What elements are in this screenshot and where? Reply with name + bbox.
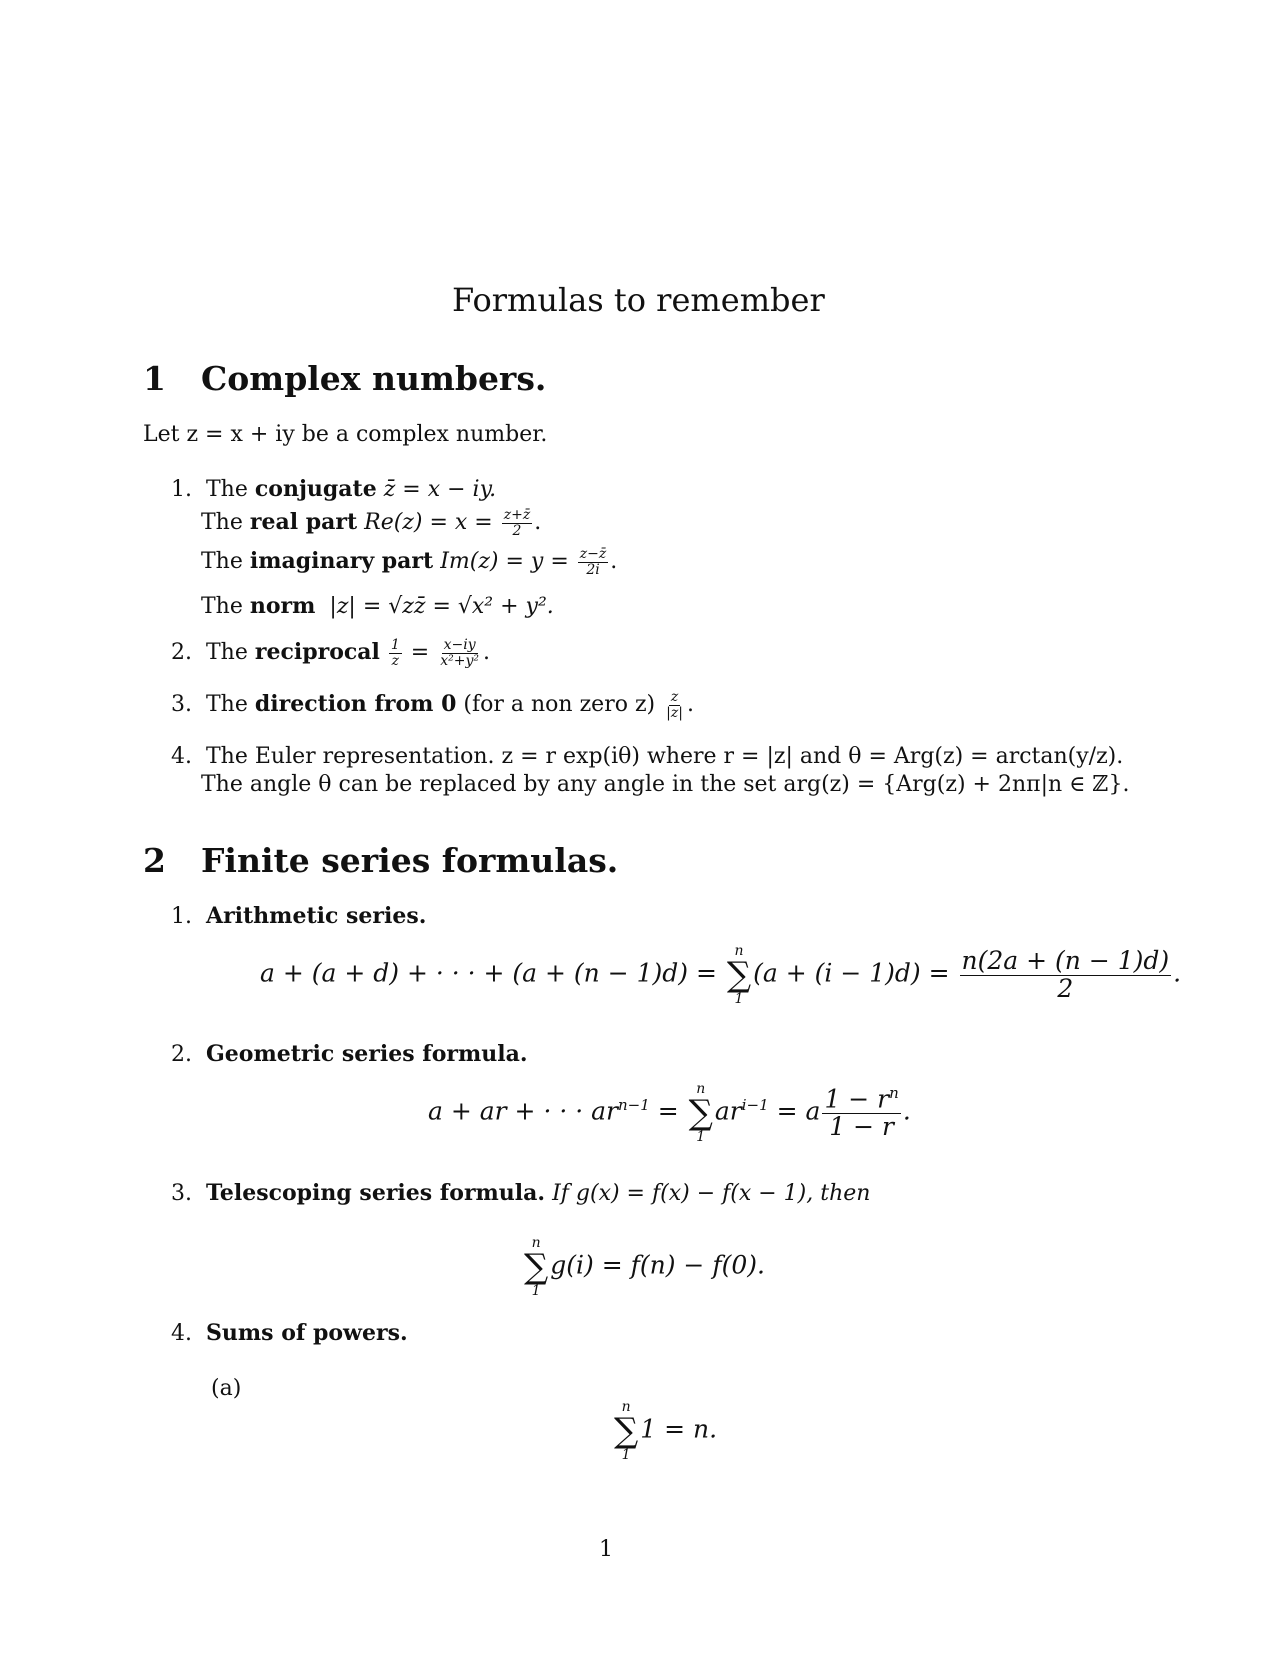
section-1-intro: Let z = x + iy be a complex number. [143, 422, 548, 447]
text-prefix: The [201, 549, 243, 575]
term-label: Telescoping series formula. [206, 1180, 546, 1206]
formula: z̄ = x − iy. [383, 477, 497, 502]
term-label: imaginary part [249, 548, 434, 575]
formula: |z| = √zz̄ = √x² + y². [329, 594, 554, 619]
text-suffix: (for a non zero z) [463, 692, 656, 718]
item-4-euler-line1 [171, 744, 1123, 769]
sigma-sum: n ∑ 1 [614, 1399, 639, 1463]
term-label: reciprocal [254, 639, 380, 666]
euler-text: The Euler representation. z = r exp(iθ) where r = |z| and θ = Arg(z) = arctan(y/z). [206, 744, 1124, 769]
sigma-sum: n ∑ 1 [524, 1235, 549, 1299]
text-prefix: The [201, 510, 243, 536]
list-number: 3. [171, 1181, 192, 1206]
section-2-heading: Finite series formulas. [201, 841, 619, 880]
term-label: real part [249, 509, 358, 536]
list-number: 3. [171, 692, 192, 718]
item-sums-of-powers [171, 1320, 408, 1346]
formula-lhs: a + (a + d) + · · · + (a + (n − 1)d) = [260, 958, 717, 988]
fraction-direction: $\frac{z}{|z|}$ [666, 689, 683, 721]
term-label: direction from 0 [254, 691, 457, 718]
list-number: 4. [171, 1321, 192, 1346]
fraction: $\frac{x-iy}{\text{x²+y²}}$ [440, 637, 479, 669]
sub-item-a: (a) [211, 1376, 242, 1401]
item-telescoping-series [171, 1180, 870, 1206]
term-label: Arithmetic series. [206, 903, 427, 929]
term-label: Geometric series formula. [206, 1041, 528, 1067]
fraction: $\frac{z+z̄}{2}$ [503, 507, 531, 539]
text-prefix: The [201, 594, 243, 619]
list-number: 4. [171, 744, 192, 769]
fraction: $\frac{z-z̄}{2i}$ [579, 546, 607, 578]
item-2-reciprocal: 2. The reciprocal $\frac{1}{z}$ = $\frac{x-iy}{\text{x²+y²}}$ . [171, 637, 490, 669]
item-4-euler-line2: The angle θ can be replaced by any angle in the set arg(z) = {Arg(z) + 2nπ|n ∈ ℤ}. [201, 772, 1130, 797]
telescoping-formula [522, 1236, 765, 1298]
text-prefix: The [206, 477, 248, 502]
formula: g(i) = f(n) − f(0). [550, 1250, 765, 1280]
geometric-formula: a + ar + · · · $ar^{n-1}$ = n ∑ 1 $ar^{i-1} = a$ $\frac{1 - r^n}{1 - r}$ . [428, 1081, 911, 1145]
item-norm [201, 593, 554, 619]
list-number: 2. [171, 1042, 192, 1067]
term-label: conjugate [254, 476, 377, 502]
item-imaginary-part: The imaginary part Im(z) = y = $\frac{z-z̄}{2i}$ . [201, 546, 618, 578]
formula: Im(z) = y = [440, 549, 569, 575]
term-label: norm [249, 593, 316, 619]
formula-mid: ar [714, 1096, 742, 1126]
list-number: 2. [171, 640, 192, 666]
section-1-heading: Complex numbers. [201, 359, 547, 398]
document-title: Formulas to remember [452, 281, 825, 319]
section-1-number: 1 [143, 359, 166, 398]
sigma-sum: n ∑ 1 [726, 943, 752, 1007]
sum-of-ones-formula [612, 1400, 717, 1462]
item-3-direction: 3. The direction from 0 (for a non zero z) $\frac{z}{|z|}$ . [171, 689, 694, 721]
text-prefix: The [206, 640, 248, 666]
fraction-one-over-z: $\frac{1}{z}$ [390, 637, 400, 669]
arithmetic-formula: a + (a + d) + · · · + (a + (n − 1)d) = n ∑ 1 (a + (i − 1)d) = $\frac{n(2a + (n - 1)d)}{2}$ . [260, 943, 1182, 1007]
item-arithmetic-series [171, 903, 426, 929]
formula-lhs: a + ar + · · · ar [428, 1096, 618, 1126]
formula: 1 = n. [640, 1414, 718, 1444]
formula-mid: (a + (i − 1)d) = [753, 958, 950, 988]
list-number: 1. [171, 904, 192, 929]
item-real-part: The real part Re(z) = x = $\frac{z+z̄}{2}$ . [201, 507, 542, 539]
item-1-conjugate [171, 476, 496, 502]
telescoping-condition: If g(x) = f(x) − f(x − 1), then [552, 1181, 871, 1206]
page-number: 1 [599, 1537, 613, 1562]
text-prefix: The [206, 692, 248, 718]
item-geometric-series [171, 1041, 528, 1067]
term-label: Sums of powers. [206, 1320, 408, 1346]
fraction: $\frac{1 - r^n}{1 - r}$ [824, 1084, 899, 1141]
list-number: 1. [171, 477, 192, 502]
sigma-sum: n ∑ 1 [688, 1081, 713, 1145]
section-2-number: 2 [143, 841, 166, 880]
fraction: $\frac{n(2a + (n - 1)d)}{2}$ [961, 946, 1170, 1003]
formula: Re(z) = x = [364, 510, 493, 536]
